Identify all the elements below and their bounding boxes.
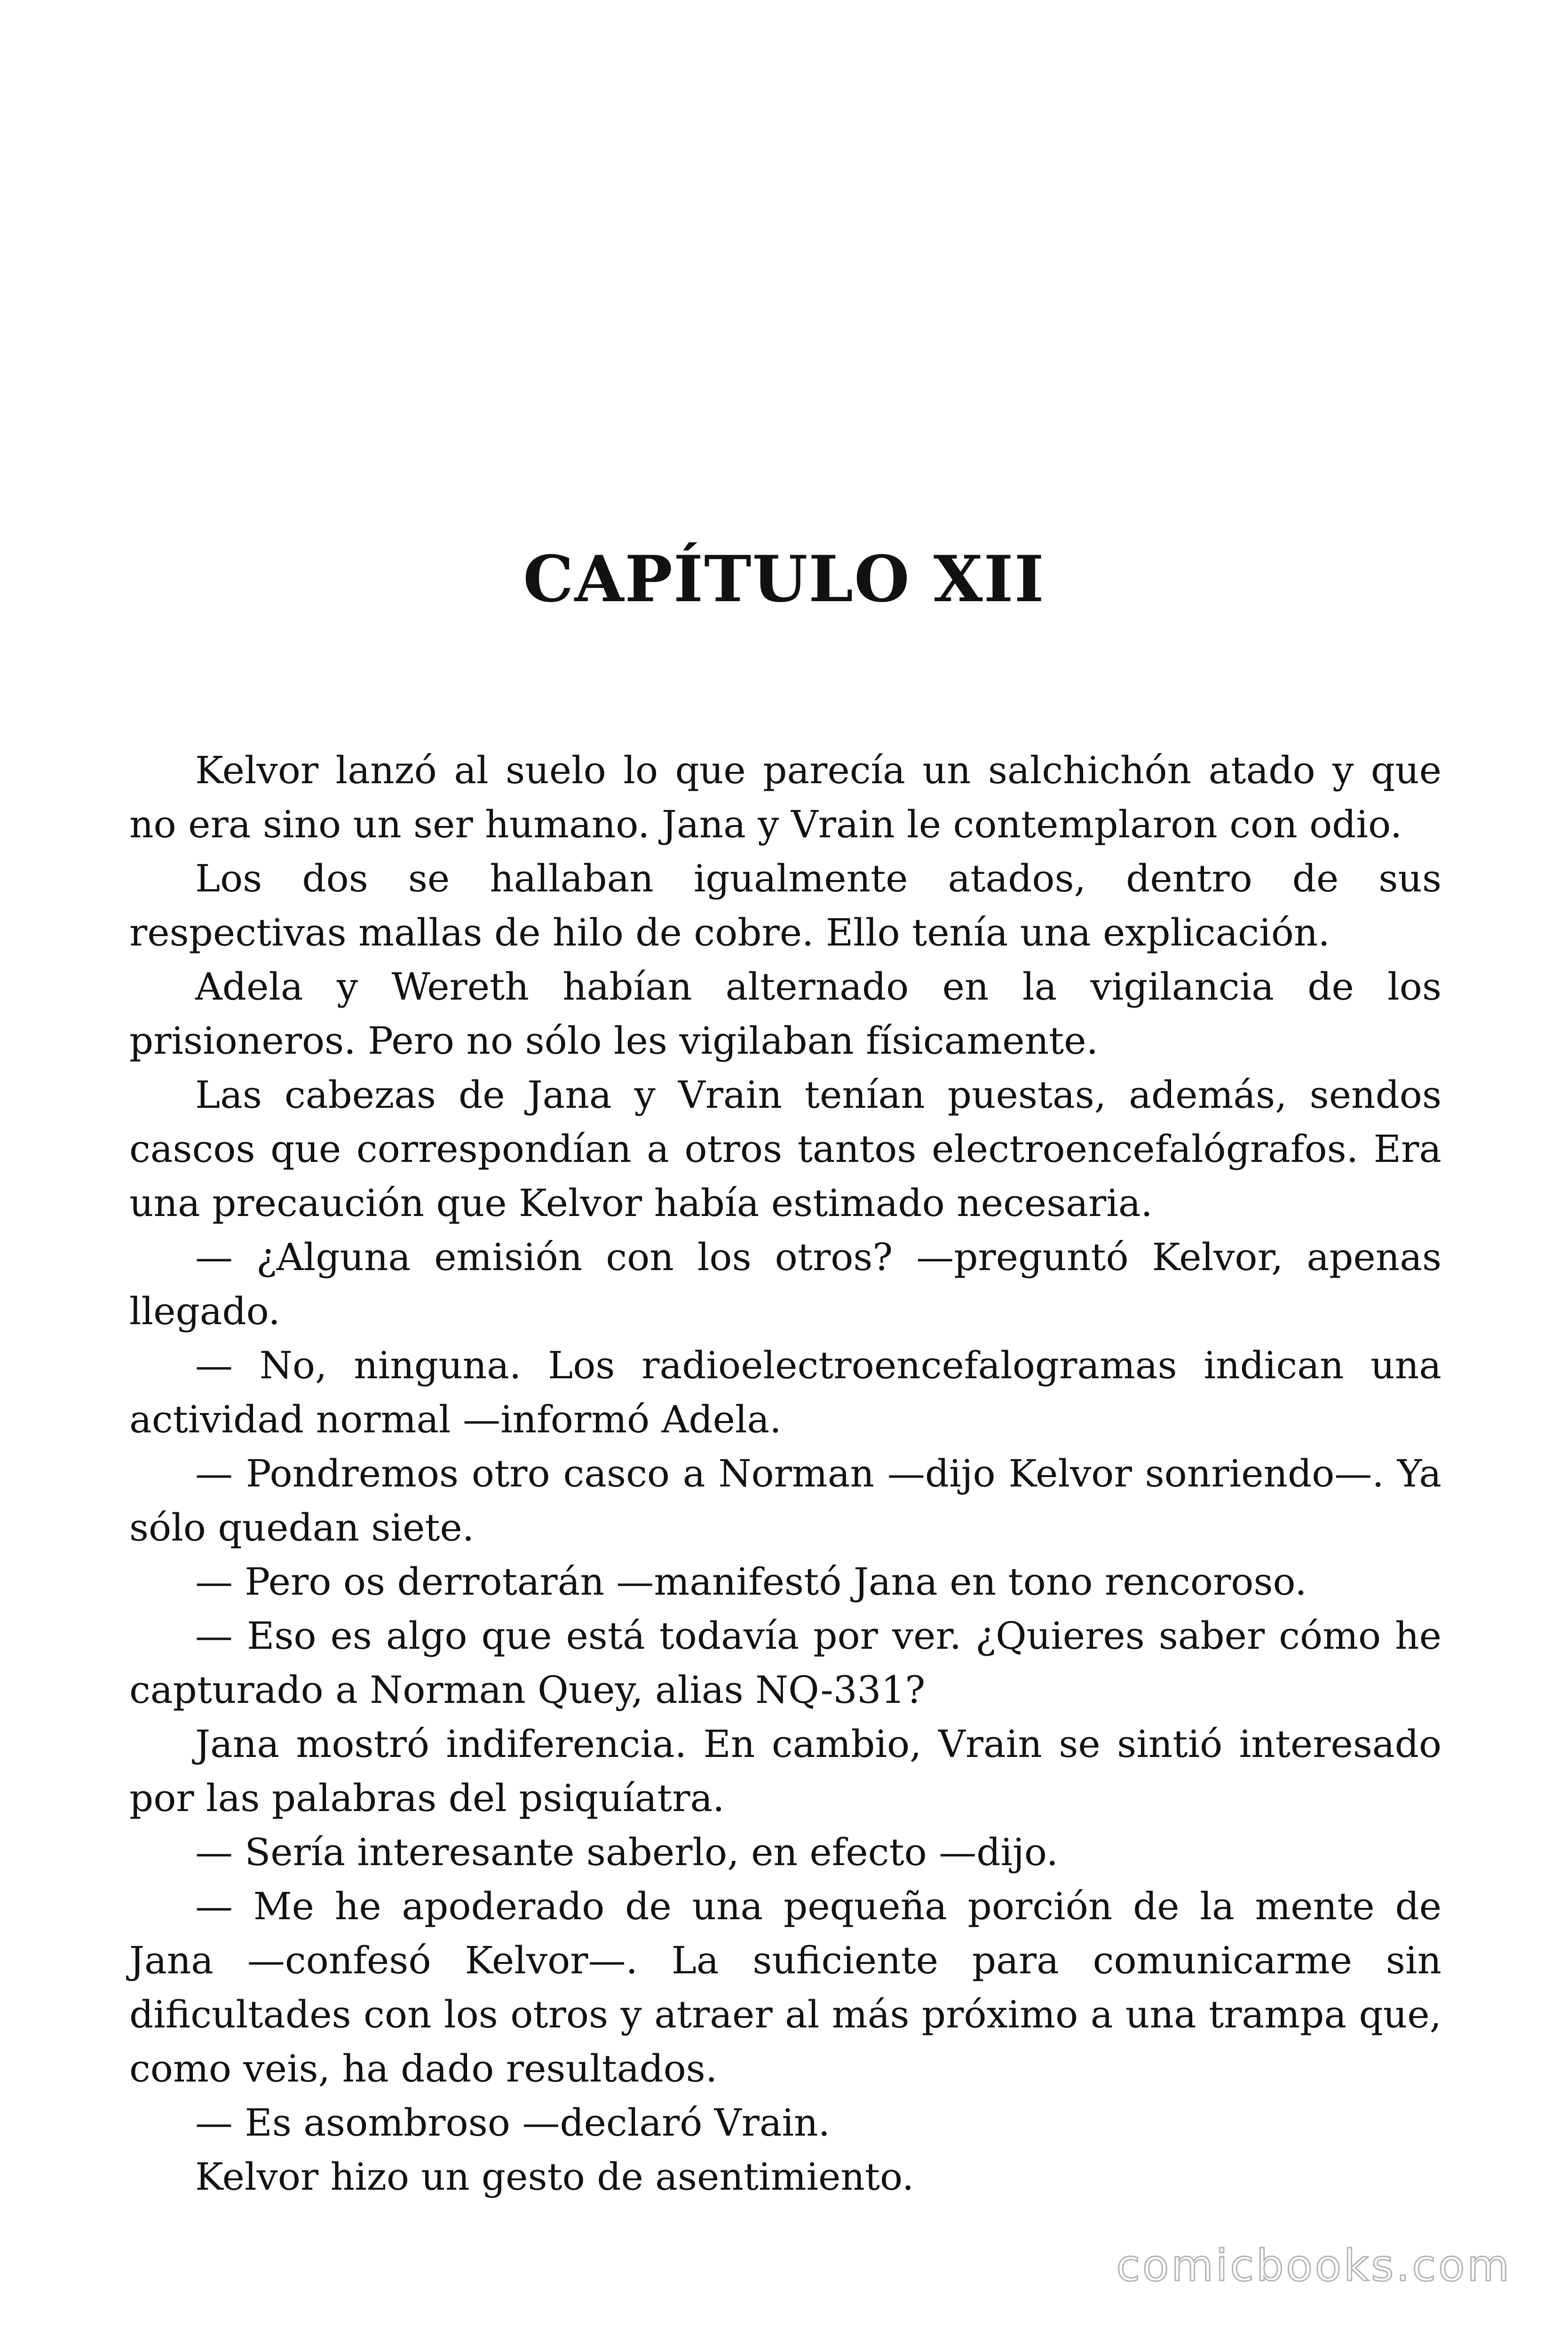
paragraph: Adela y Wereth habían alternado en la vigilancia de los prisioneros. Pero no sólo les vigilaban físicamente. [129, 965, 1441, 1063]
paragraph: Kelvor hizo un gesto de asentimiento. [195, 2155, 914, 2199]
paragraph: — Es asombroso —declaró Vrain. [195, 2101, 831, 2145]
chapter-title: CAPÍTULO XII [523, 541, 1045, 616]
watermark: comicbooks.com [1116, 2241, 1512, 2291]
paragraph: — ¿Alguna emisión con los otros? —preguntó Kelvor, apenas llegado. [129, 1235, 1441, 1333]
paragraph: Los dos se hallaban igualmente atados, dentro de sus respectivas mallas de hilo de cobre. Ello tenía una explicación. [129, 857, 1441, 954]
paragraph: — Me he apoderado de una pequeña porción de la mente de Jana —confesó Kelvor—. La suficiente para comunicarme sin dificultades con los otros y atraer al más próximo a una trampa que, como veis, ha dado resultados. [129, 1884, 1441, 2090]
paragraph: — No, ninguna. Los radioelectroencefalogramas indican una actividad normal —informó Adela. [129, 1343, 1441, 1441]
paragraph: — Pondremos otro casco a Norman —dijo Kelvor sonriendo—. Ya sólo quedan siete. [129, 1452, 1441, 1549]
paragraph: Las cabezas de Jana y Vrain tenían puestas, además, sendos cascos que correspondían a otros tantos electroencefalógrafos. Era una precaución que Kelvor había estimado necesaria. [129, 1073, 1441, 1225]
paragraph: Kelvor lanzó al suelo lo que parecía un salchichón atado y que no era sino un ser humano. Jana y Vrain le contemplaron con odio. [129, 748, 1441, 846]
paragraph: — Eso es algo que está todavía por ver. ¿Quieres saber cómo he capturado a Norman Quey, alias NQ-331? [129, 1614, 1441, 1712]
paragraph: — Pero os derrotarán —manifestó Jana en tono rencoroso. [195, 1560, 1307, 1604]
paragraph: Jana mostró indiferencia. En cambio, Vrain se sintió interesado por las palabras del psiquíatra. [129, 1722, 1441, 1820]
chapter-body [129, 743, 1441, 2204]
paragraph: — Sería interesante saberlo, en efecto —dijo. [195, 1830, 1058, 1874]
